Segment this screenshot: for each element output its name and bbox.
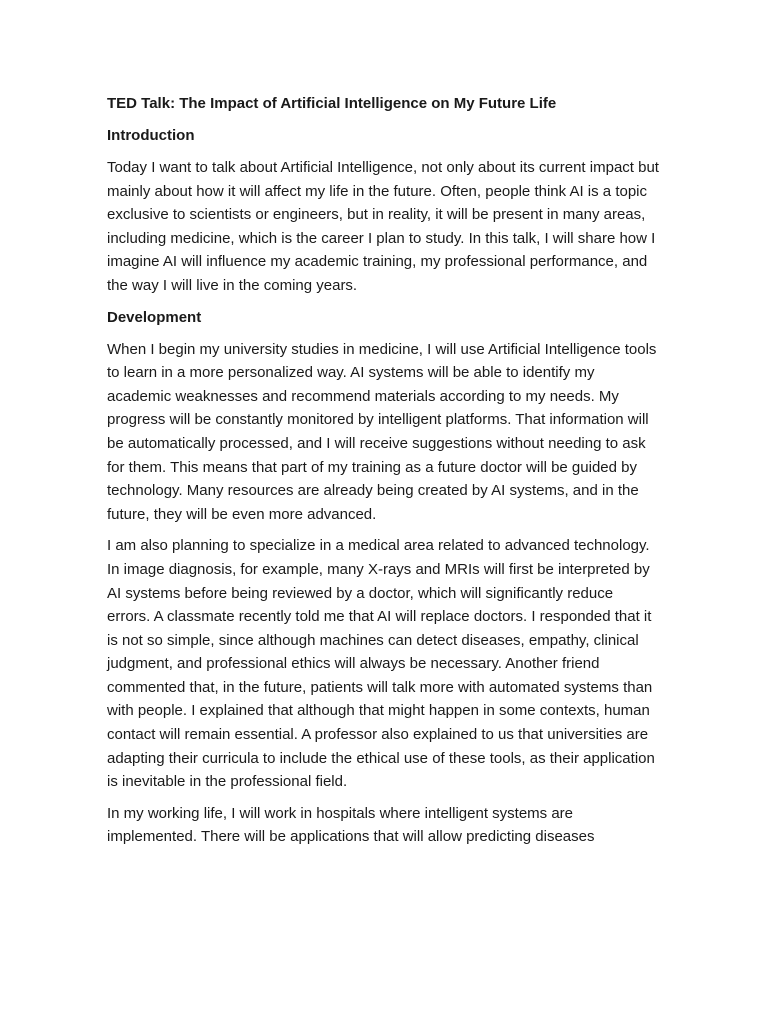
paragraph-development-2: I am also planning to specialize in a medical area related to advanced technology. In image diagnosis, for example, many X-rays and MRIs will first be interpreted by AI systems before being reviewed by a doctor, which will significantly reduce errors. A classmate recently told me that AI will replace doctors. I responded that it is not so simple, since although machines can detect diseases, empathy, clinical judgment, and professional ethics will always be necessary. Another friend commented that, in the future, patients will talk more with automated systems than with people. I explained that although that might happen in some contexts, human contact will remain essential. A professor also explained to us that universities are adapting their curricula to include the ethical use of these tools, as their application is inevitable in the professional field. — [107, 537, 655, 791]
section-heading-introduction: Introduction — [107, 127, 195, 144]
paragraph-development-3: In my working life, I will work in hospitals where intelligent systems are implemented. There will be applications that will allow predicting diseases — [107, 804, 595, 846]
paragraph-development-1: When I begin my university studies in medicine, I will use Artificial Intelligence tools to learn in a more personalized way. AI systems will be able to identify my academic weaknesses and recommend materials according to my needs. My progress will be constantly monitored by intelligent platforms. That information will be automatically processed, and I will receive suggestions without needing to ask for them. This means that part of my training as a future doctor will be guided by technology. Many resources are already being created by AI systems, and in the future, they will be even more advanced. — [107, 340, 657, 523]
section-heading-development: Development — [107, 308, 202, 326]
document-title: TED Talk: The Impact of Artificial Intelligence on My Future Life — [107, 95, 557, 112]
paragraph-introduction: Today I want to talk about Artificial Intelligence, not only about its current impact but mainly about how it will affect my life in the future. Often, people think AI is a topic exclusive to scientists or engineers, but in reality, it will be present in many areas, including medicine, which is the career I plan to study. In this talk, I will share how I imagine AI will influence my academic training, my professional performance, and the way I will live in the coming years. — [107, 159, 659, 294]
